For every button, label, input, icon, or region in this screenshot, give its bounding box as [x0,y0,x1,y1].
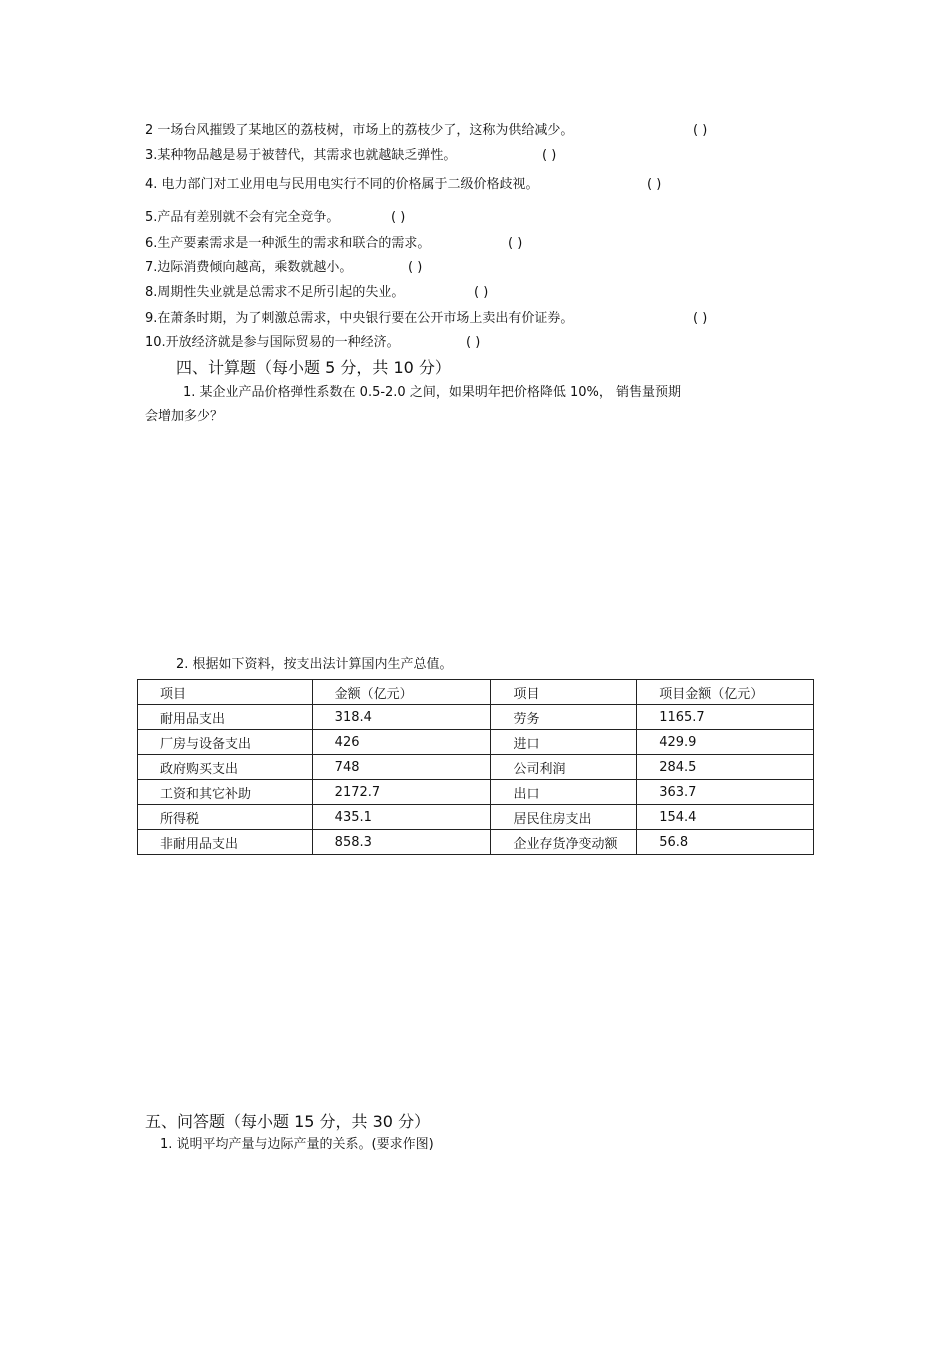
calc-question-1: 1. 某企业产品价格弹性系数在 0.5-2.0 之间，如果明年把价格降低 10%， 销售量预期 [183,385,681,400]
judgement-text: 10.开放经济就是参与国际贸易的一种经济。 [145,335,400,350]
table-cell: 56.8 [637,830,814,855]
table-cell: 154.4 [637,805,814,830]
table-cell: 企业存货净变动额 [491,830,637,855]
table-cell: 1165.7 [637,705,814,730]
table-cell: 426 [312,730,491,755]
calc-question-1-continued: 会增加多少？ [145,409,224,424]
table-cell: 858.3 [312,830,491,855]
judgement-text: 5.产品有差别就不会有完全竞争。 [145,210,340,225]
table-cell: 435.1 [312,805,491,830]
table-cell: 363.7 [637,780,814,805]
answer-blank: ( ) [693,123,708,138]
table-cell: 284.5 [637,755,814,780]
answer-blank: ( ) [474,285,489,300]
answer-blank: ( ) [647,177,662,192]
table-header-cell: 项目 [138,680,313,705]
answer-blank: ( ) [693,311,708,326]
table-cell: 劳务 [491,705,637,730]
answer-blank: ( ) [408,260,423,275]
answer-blank: ( ) [391,210,406,225]
judgement-text: 8.周期性失业就是总需求不足所引起的失业。 [145,285,405,300]
essay-question-1: 1. 说明平均产量与边际产量的关系。(要求作图) [160,1137,434,1152]
judgement-text: 7.边际消费倾向越高，乘数就越小。 [145,260,353,275]
judgement-text: 3.某种物品越是易于被替代，其需求也就越缺乏弹性。 [145,148,457,163]
judgement-text: 9.在萧条时期，为了刺激总需求，中央银行要在公开市场上卖出有价证券。 [145,311,574,326]
table-cell: 318.4 [312,705,491,730]
table-cell: 出口 [491,780,637,805]
table-header-cell: 项目 [491,680,637,705]
table-header-row [138,680,814,705]
table-cell: 居民住房支出 [491,805,637,830]
table-row [138,805,814,830]
table-row [138,780,814,805]
table-row [138,830,814,855]
section-heading-essay: 五、问答题（每小题 15 分，共 30 分） [145,1112,431,1131]
table-cell: 工资和其它补助 [138,780,313,805]
table-cell: 进口 [491,730,637,755]
table-cell: 公司利润 [491,755,637,780]
answer-blank: ( ) [466,335,481,350]
table-cell: 政府购买支出 [138,755,313,780]
table-row [138,705,814,730]
table-row [138,730,814,755]
table-cell: 非耐用品支出 [138,830,313,855]
table-cell: 429.9 [637,730,814,755]
table-header-cell: 金额（亿元） [312,680,491,705]
table-cell: 耐用品支出 [138,705,313,730]
answer-blank: ( ) [542,148,557,163]
table-cell: 748 [312,755,491,780]
table-cell: 所得税 [138,805,313,830]
judgement-text: 4. 电力部门对工业用电与民用电实行不同的价格属于二级价格歧视。 [145,177,539,192]
table-cell: 厂房与设备支出 [138,730,313,755]
table-row [138,755,814,780]
section-heading-calculation: 四、计算题（每小题 5 分，共 10 分） [176,358,451,377]
answer-blank: ( ) [508,236,523,251]
gdp-data-table [137,679,814,855]
judgement-text: 2 一场台风摧毁了某地区的荔枝树，市场上的荔枝少了，这称为供给减少。 [145,123,574,138]
calc-question-2: 2. 根据如下资料，按支出法计算国内生产总值。 [176,657,453,672]
table-header-cell: 项目金额（亿元） [637,680,814,705]
table-cell: 2172.7 [312,780,491,805]
judgement-text: 6.生产要素需求是一种派生的需求和联合的需求。 [145,236,431,251]
